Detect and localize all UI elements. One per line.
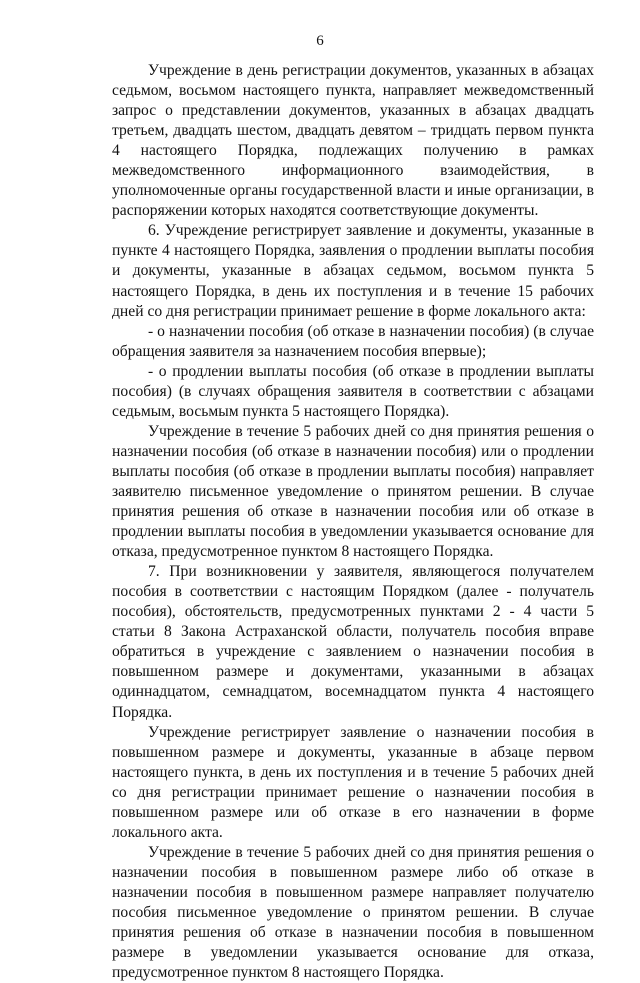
list-item-benefit-extension: - о продлении выплаты пособия (об отказе в продлении выплаты пособия) (в случаях обращения заявителя в соответствии с абзацами седьмым, восьмым пункта 5 настоящего Порядка). — [112, 362, 594, 420]
paragraph-interagency-request: Учреждение в день регистрации документов, указанных в абзацах седьмом, восьмом настоящего пункта, направляет межведомственный запрос о представлении документов, указанных в абзацах двадцать третьем, двадцать шестом, двадцать девятом – тридцать первом пункта 4 настоящего Порядка, подлежащих получению в рамках межведомственного информационного взаимодействия, в уполномоченные органы государственной власти и иные организации, в распоряжении которых находятся соответствующие документы. — [112, 62, 594, 220]
paragraph-decision-notice: Учреждение в течение 5 рабочих дней со дня принятия решения о назначении пособия (об отказе в назначении пособия) или о продлении выплаты пособия (об отказе в продлении выплаты пособия) направляет заявителю письменное уведомление о принятом решении. В случае принятия решения об отказе в назначении пособия или об отказе в продлении выплаты пособия в уведомлении указывается основание для отказа, предусмотренное пунктом 8 настоящего Порядка. — [112, 422, 594, 561]
paragraph-item-7: 7. При возникновении у заявителя, являющегося получателем пособия в соответствии с настоящим Порядком (далее - получатель пособия), обстоятельств, предусмотренных пунктами 2 - 4 части 5 статьи 8 Закона Астраханской области, получатель пособия вправе обратиться в учреждение с заявлением о назначении пособия в повышенном размере и документами, указанными в абзацах одиннадцатом, семнадцатом, восемнадцатом пункта 4 настоящего Порядка. — [112, 563, 594, 721]
paragraph-item-6: 6. Учреждение регистрирует заявление и документы, указанные в пункте 4 настоящего Порядка, заявления о продлении выплаты пособия и документы, указанные в абзацах седьмом, восьмом пункта 5 настоящего Порядка, в день их поступления и в течение 15 рабочих дней со дня регистрации принимает решение в форме локального акта: — [112, 222, 594, 320]
document-body — [112, 61, 594, 983]
list-item-benefit-assignment: - о назначении пособия (об отказе в назначении пособия) (в случае обращения заявителя за назначением пособия впервые); — [112, 322, 594, 360]
page-number: 6 — [316, 33, 324, 49]
paragraph-increased-benefit-notice: Учреждение в течение 5 рабочих дней со дня принятия решения о назначении пособия в повышенном размере либо об отказе в назначении пособия в повышенном размере направляет получателю пособия письменное уведомление о принятом решении. В случае принятия решения об отказе в назначении пособия в повышенном размере в уведомлении указывается основание для отказа, предусмотренное пунктом 8 настоящего Порядка. — [112, 843, 594, 982]
paragraph-increased-benefit-registration: Учреждение регистрирует заявление о назначении пособия в повышенном размере и документы, указанные в абзаце первом настоящего пункта, в день их поступления и в течение 5 рабочих дней со дня регистрации принимает решение о назначении пособия в повышенном размере или об отказе в его назначении в форме локального акта. — [112, 723, 594, 841]
